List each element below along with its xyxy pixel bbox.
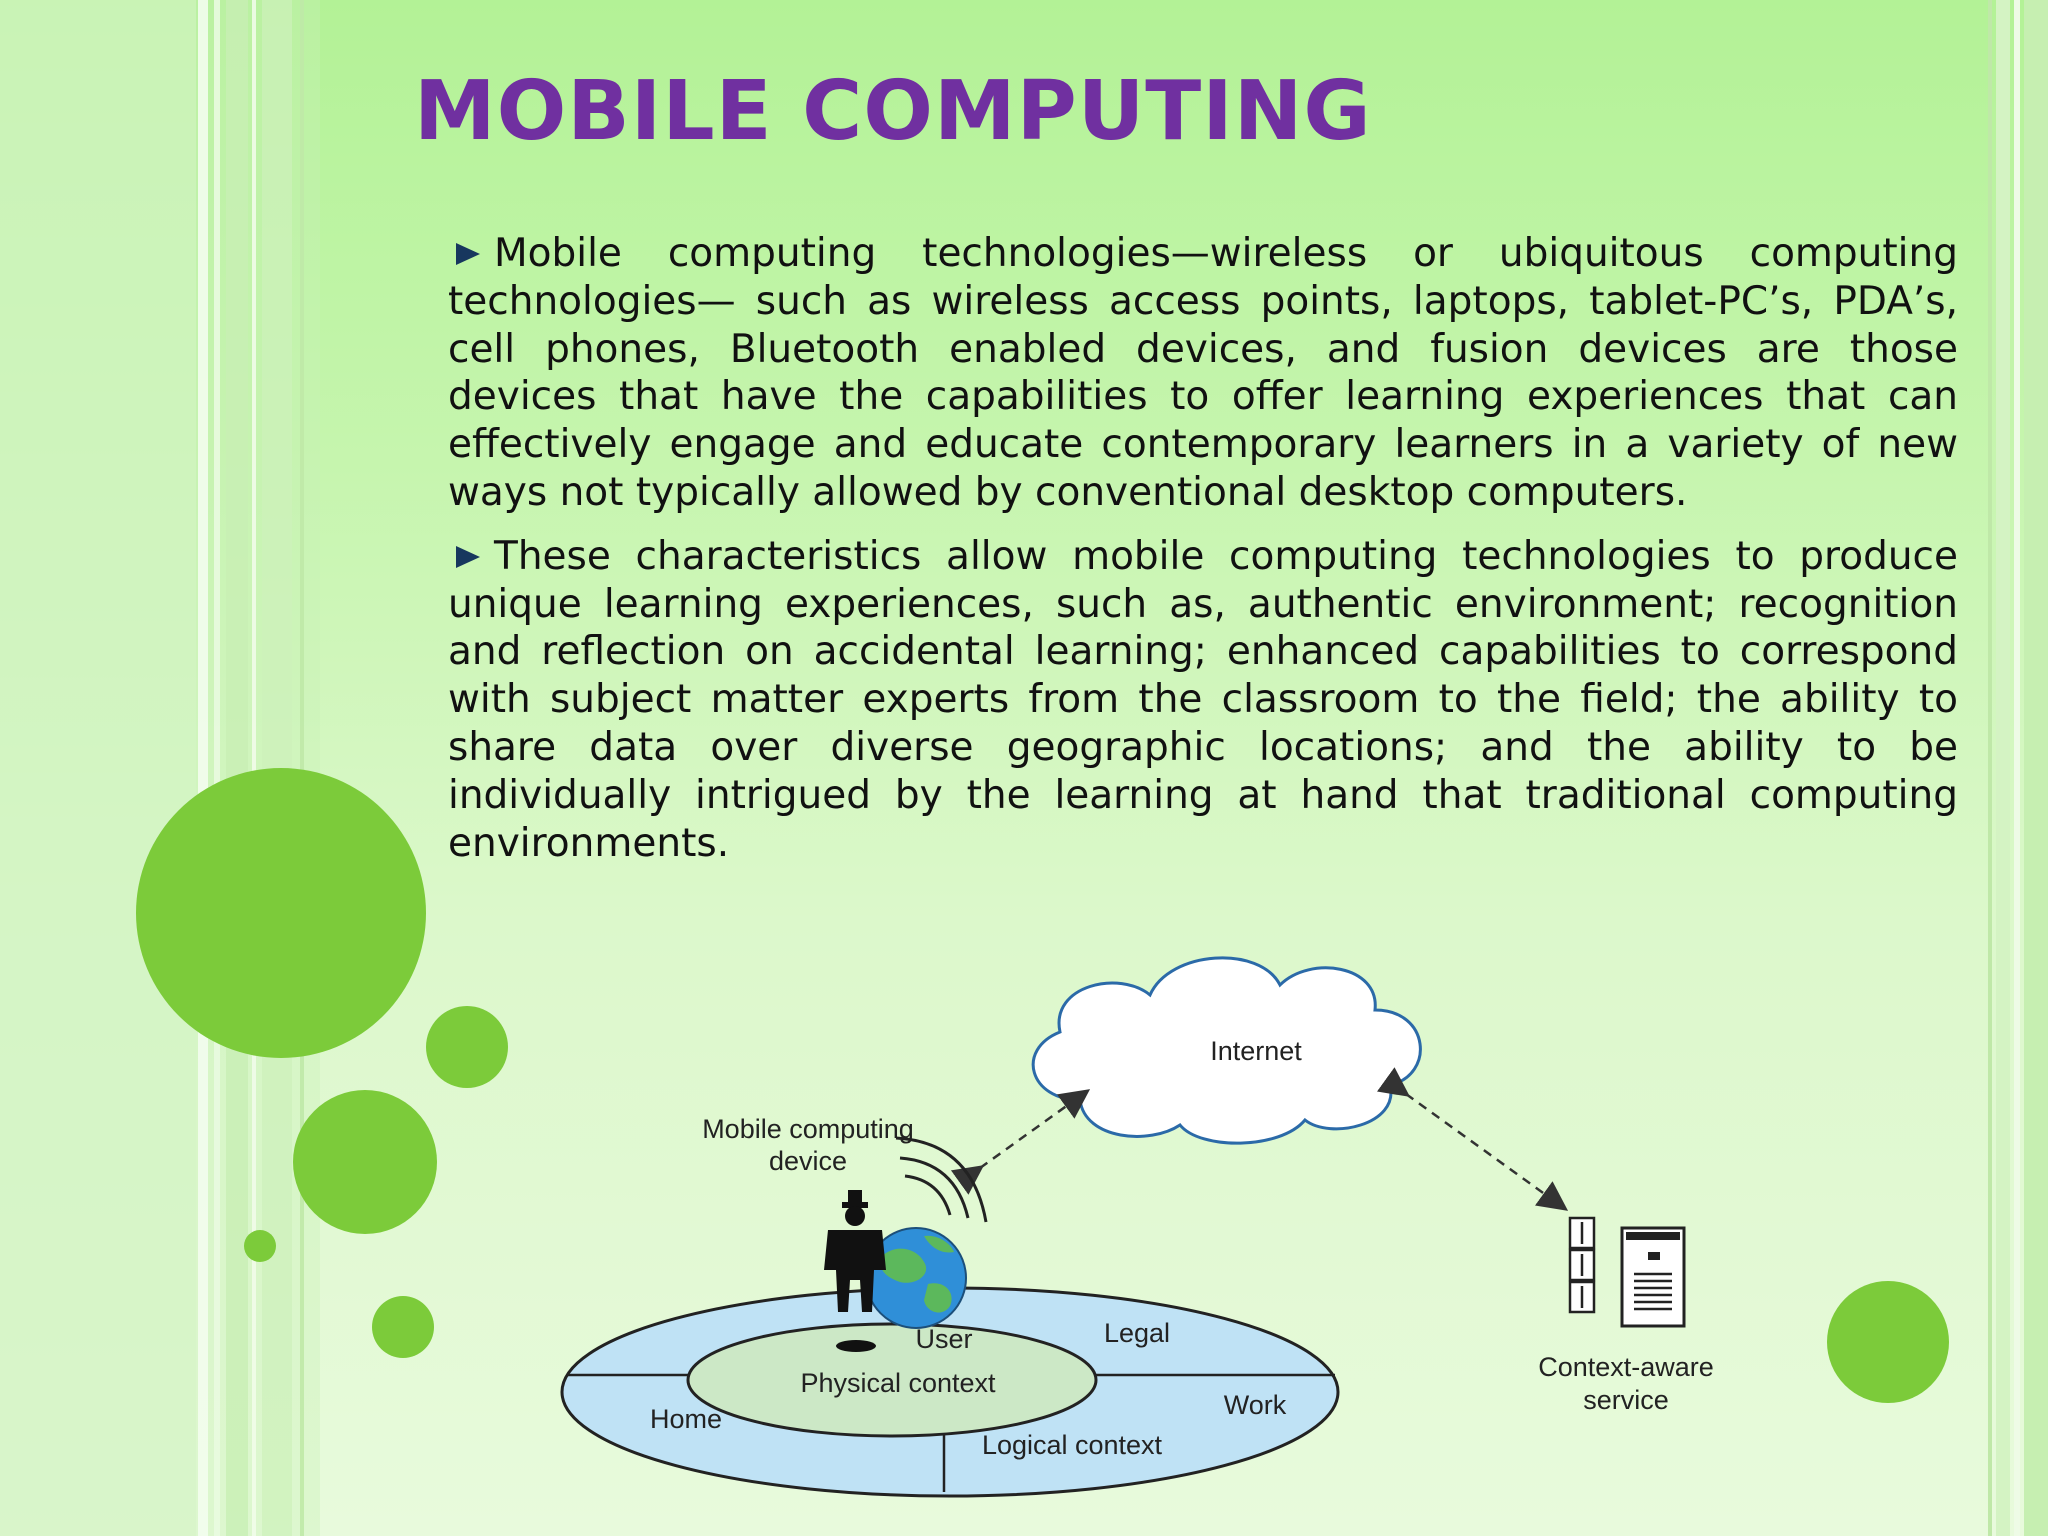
paragraph-text-2: These characteristics allow mobile computing technologies to produce unique learning experiences, such as, authentic environment; recognition and reflection on accidental learning; enhanced capabilities to correspond with subject matter experts from the classroom to the field; the ability to share data over diverse geographic locations; and the ability to be individually intrigued by the learning at hand that traditional computing environments. (448, 533, 1958, 866)
device-internet-link (980, 1092, 1086, 1168)
home-label: Home (649, 1404, 723, 1434)
device-label-line2: device (768, 1146, 848, 1176)
work-label: Work (1223, 1390, 1287, 1420)
decorative-circle-large (136, 768, 426, 1058)
service-label-line1: Context-aware (1538, 1352, 1714, 1382)
wireless-signal-icon (896, 1138, 986, 1222)
decorative-circle-tiny (244, 1230, 276, 1262)
paragraph-text-1: Mobile computing technologies—wireless or ubiquitous computing technologies— such as wireless access points, laptops, tablet-PC’s, PDA’s, cell phones, Bluetooth enabled devices, and fusion devices are those devices that have the capabilities to offer learning experiences that can effectively engage and educate contemporary learners in a variety of new ways not typically allowed by conventional desktop computers. (448, 231, 1958, 515)
slide-title: MOBILE COMPUTING (414, 64, 1372, 159)
decorative-circle-medium (293, 1090, 437, 1234)
device-label-line1: Mobile computing (702, 1114, 914, 1144)
internet-service-link (1406, 1094, 1564, 1208)
logical-context-label: Logical context (981, 1430, 1163, 1460)
decorative-circle-small (426, 1006, 508, 1088)
physical-context-label: Physical context (800, 1368, 996, 1398)
service-label-line2: service (1583, 1385, 1669, 1415)
bullet-paragraph-2 (448, 533, 1958, 868)
triangle-bullet-icon (456, 243, 480, 265)
internet-label: Internet (1210, 1036, 1302, 1066)
mobile-computing-diagram (560, 940, 2020, 1520)
decorative-circle-small-2 (372, 1296, 434, 1358)
user-label: User (915, 1324, 973, 1354)
server-rack-icon (1570, 1218, 1594, 1312)
slide-body (448, 230, 1958, 883)
bullet-paragraph-1 (448, 230, 1958, 517)
triangle-bullet-icon (456, 546, 480, 568)
server-tower-icon (1622, 1228, 1684, 1326)
legal-label: Legal (1103, 1318, 1171, 1348)
